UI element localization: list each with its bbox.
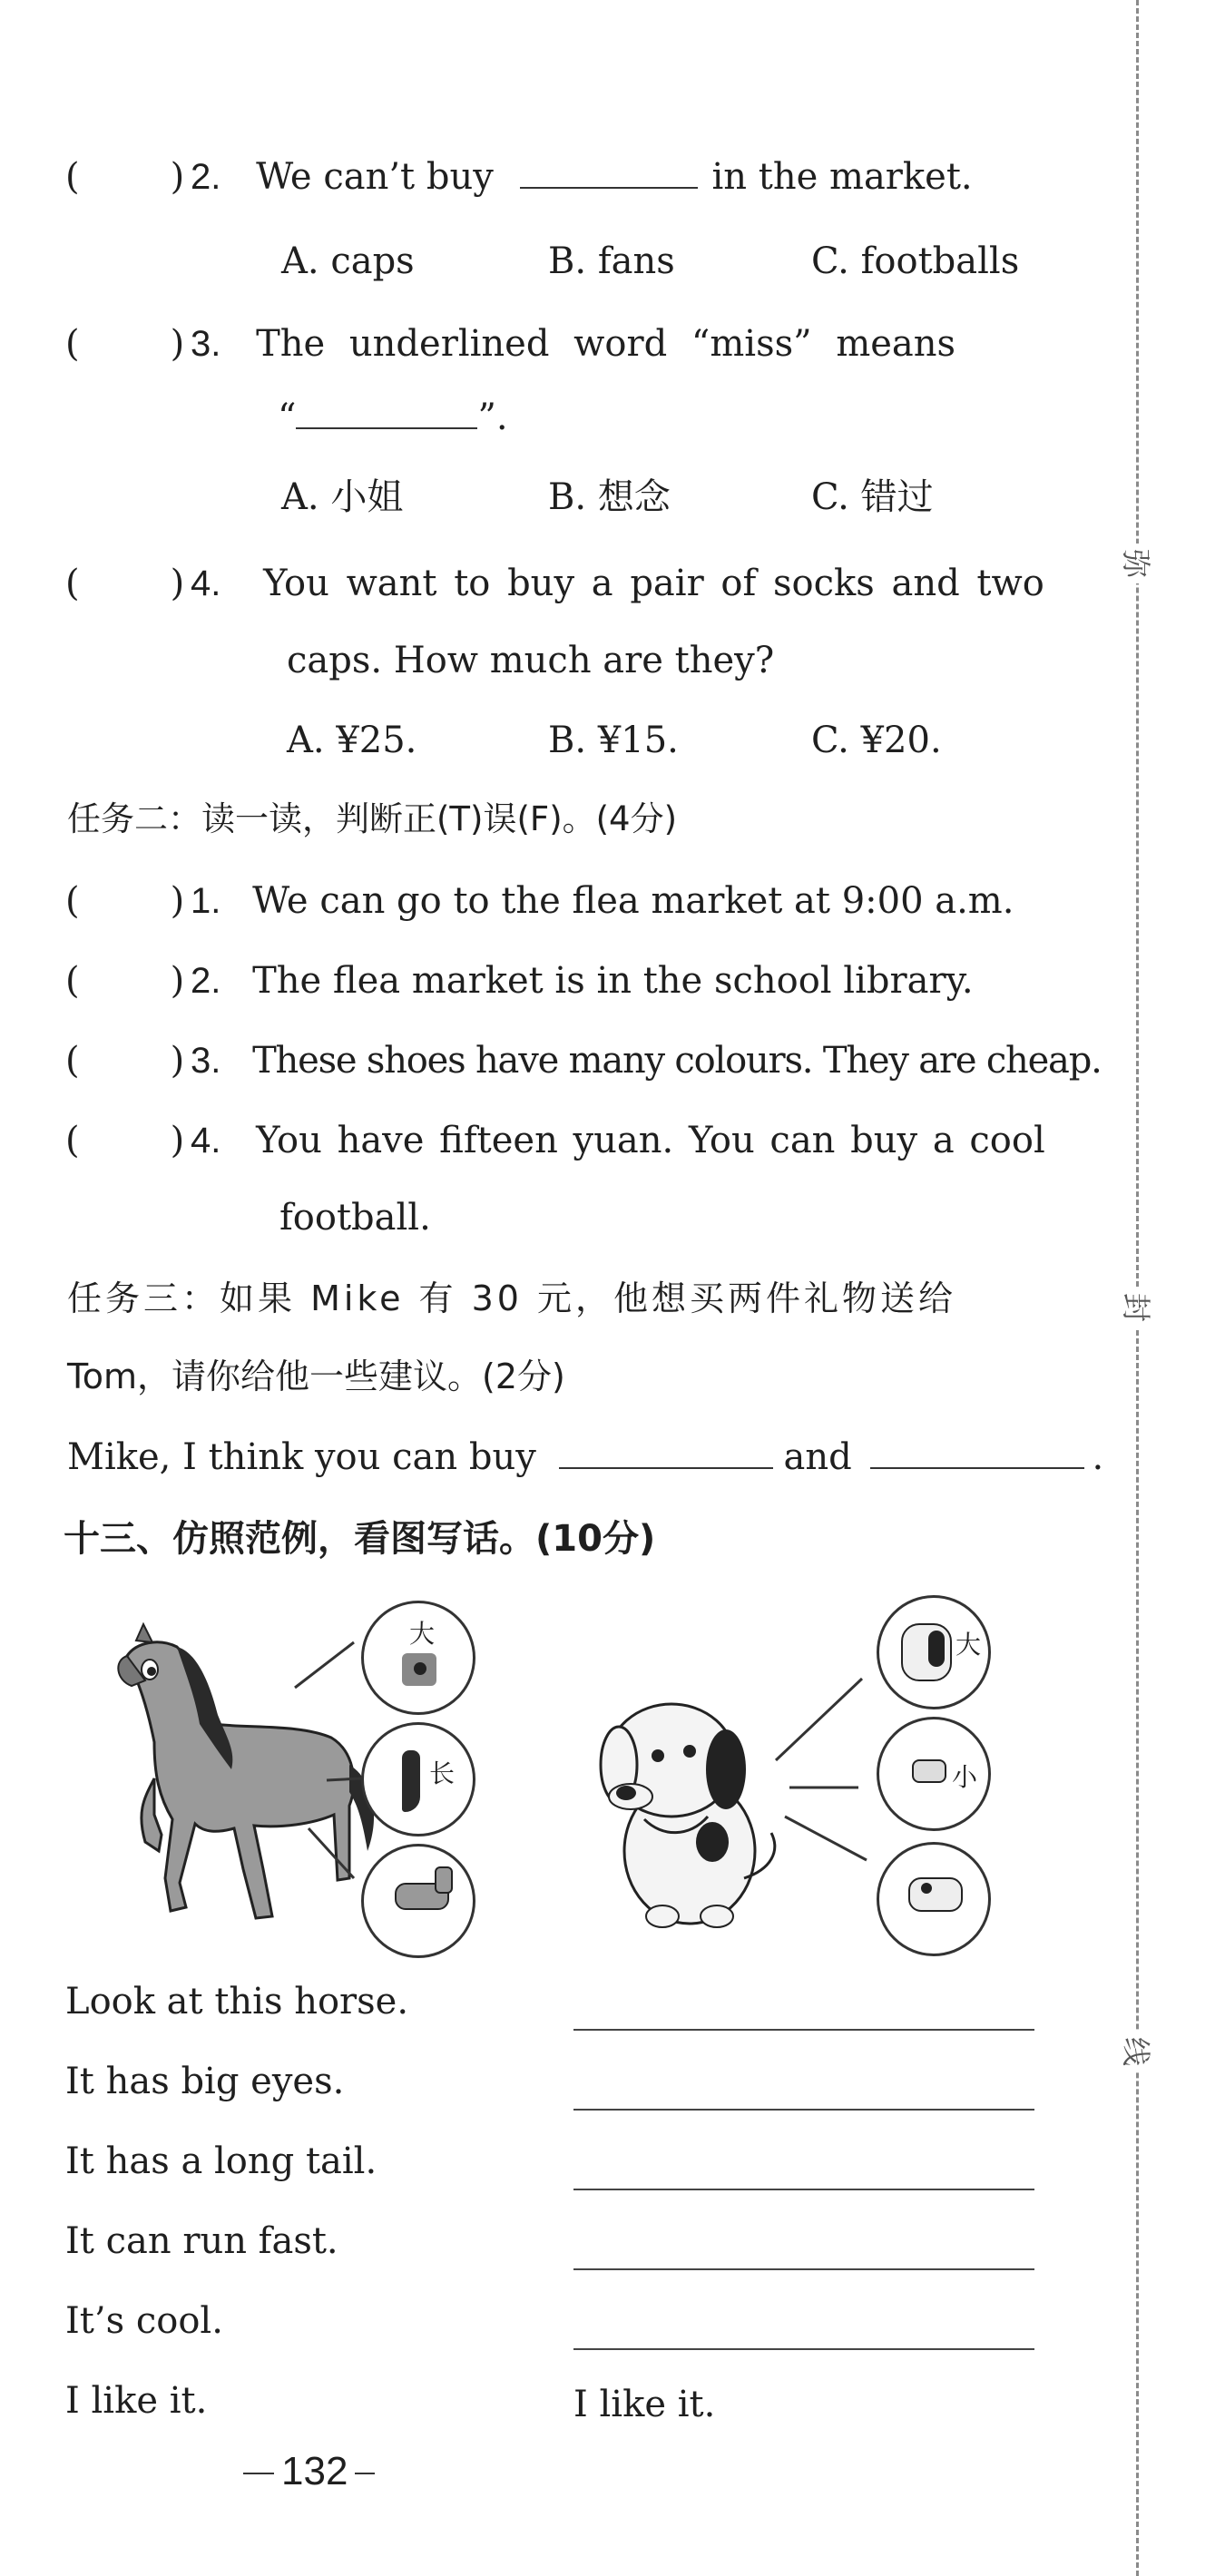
example-line-1: Look at this horse. [65,1981,409,2023]
task2-item-1: ( ) 1. We can go to the flea market at 9:00 a.m. [65,880,1014,922]
option-c: C. 错过 [811,476,934,518]
horse-label-long: 长 [429,1758,456,1788]
answer-line-1[interactable] [573,2029,1034,2031]
example-line-3: It has a long tail. [65,2140,377,2182]
question-text-line2: caps. How much are they? [287,640,775,681]
option-a: A. 小姐 [281,476,404,518]
question-4: ( ) 4. You want to buy a pair of socks and two [65,563,1044,604]
section-13-title: 十三、仿照范例，看图写话。(10分) [64,1518,656,1560]
option-a: A. caps [281,240,415,282]
dog-label-big: 大 [956,1630,982,1660]
answer-blank[interactable] [520,187,698,189]
example-line-2: It has big eyes. [65,2061,345,2102]
answer-line-3[interactable] [573,2189,1034,2190]
question-text-end: in the market. [711,156,973,198]
binding-char-1: 弥 [1117,544,1159,583]
horse-illustration [118,1624,374,1918]
answer-end-line: I like it. [573,2384,716,2425]
horse-label-big: 大 [409,1619,436,1649]
task2-item-2: ( ) 2. The flea market is in the school library. [65,960,974,1002]
task2-title: 任务二：读一读，判断正(T)误(F)。(4分) [67,799,678,838]
dog-circle-big [877,1595,991,1709]
gift-blank-2[interactable] [870,1467,1084,1469]
answer-line-4[interactable] [573,2268,1034,2270]
question-number: 4. [191,563,221,603]
task2-item-3: ( ) 3. These shoes have many colours. They are cheap. [65,1040,1102,1082]
option-c: C. footballs [811,240,1020,282]
question-text: We can’t buy [256,156,494,198]
example-line-4: It can run fast. [65,2220,338,2262]
horse-circle-big-eyes [361,1601,475,1715]
dog-circle-small [877,1717,991,1831]
question-2 [65,156,973,198]
option-a: A. ¥25. [287,720,417,761]
option-c: C. ¥20. [811,720,942,761]
task2-item-4: ( ) 4. You have fifteen yuan. You can buy a cool [65,1120,1045,1161]
option-b: B. 想念 [548,476,671,518]
answer-paren: ( ) [65,156,185,198]
answer-blank[interactable] [296,427,477,429]
horse-circle-run-fast [361,1844,475,1958]
example-line-6: I like it. [65,2380,208,2422]
option-b: B. fans [548,240,675,282]
task3-sentence: Mike, I think you can buy and . [67,1436,1104,1478]
task3-line2: Tom，请你给他一些建议。(2分) [67,1357,565,1396]
dog-label-small: 小 [952,1762,978,1792]
page-number: 132 [243,2452,375,2492]
gift-blank-1[interactable] [559,1467,773,1469]
horse-circle-long-tail [361,1722,475,1837]
task2-item-4-line2: football. [279,1197,431,1239]
answer-line-5[interactable] [573,2348,1034,2350]
example-line-5: It’s cool. [65,2300,223,2342]
binding-char-2: 封 [1117,1288,1159,1327]
dog-illustration [601,1679,867,1927]
binding-char-3: 线 [1117,2032,1159,2072]
question-3: ( ) 3. The underlined word “miss” means [65,323,956,365]
question-text: The underlined word “miss” means [256,323,956,365]
dog-circle-full [877,1842,991,1956]
task3-line1: 任务三：如果 Mike 有 30 元，他想买两件礼物送给 [67,1278,957,1318]
question-number: 3. [191,324,221,364]
answer-line-2[interactable] [573,2109,1034,2111]
question-number: 2. [191,157,221,197]
quote-blank-line: “ ”. [278,397,508,438]
option-b: B. ¥15. [548,720,679,761]
question-text: You want to buy a pair of socks and two [263,563,1044,604]
